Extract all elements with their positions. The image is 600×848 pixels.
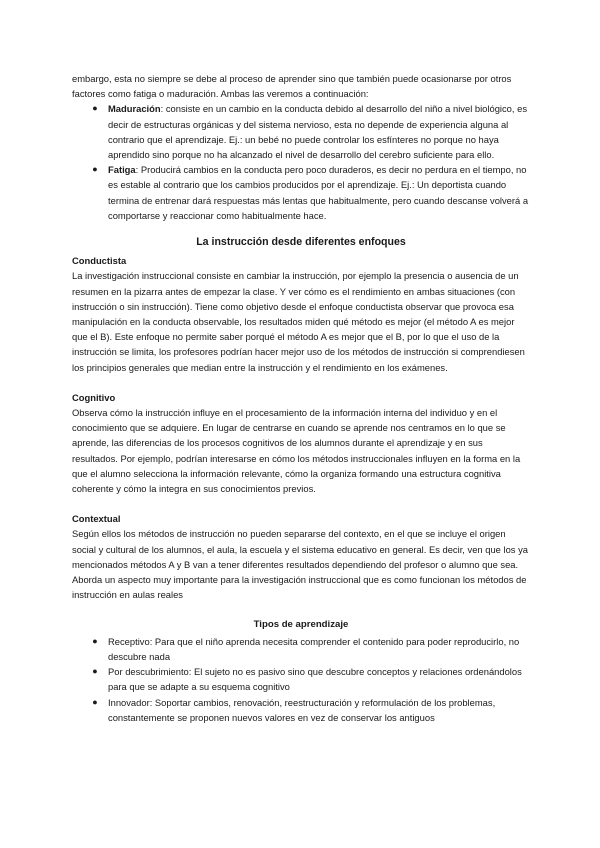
approach-paragraph: La investigación instruccional consiste en cambiar la instrucción, por ejemplo la presencia o ausencia de un resumen en la pizarra antes de empezar la clase. Y ver cómo es el rendimiento en ambas situaciones (con instrucción o sin instrucción). Tiene como objetivo desde el enfoque conductista observar que provoca esa manipulación en la conducta observable, los resultados miden qué método es mejor (el método A es mejor que el B). Este enfoque no permite saber porqué el método A es mejor que el B, por lo que el uso de la instrucción se limita, los profesores podrían hacer mejor uso de los métodos de instrucción si comprendiesen los principios generales que median entre la instrucción y el rendimiento en los exámenes.: [72, 270, 525, 373]
bullet-icon: ●: [92, 164, 98, 175]
approach-heading: Contextual: [72, 513, 121, 525]
factors-list: [72, 101, 530, 223]
bullet-icon: ●: [92, 635, 98, 646]
list-item-term: Fatiga: [108, 164, 136, 176]
bullet-icon: ●: [92, 103, 98, 114]
intro-paragraph: embargo, esta no siempre se debe al proceso de aprender sino que también puede ocasionarse por otros factores como fatiga o maduración. Ambas las veremos a continuación:: [72, 73, 512, 100]
types-title: Tipos de aprendizaje: [253, 618, 349, 630]
paragraph-gap: [72, 496, 530, 511]
page-content: [72, 71, 530, 725]
list-item-term: Maduración: [108, 103, 161, 115]
list-item: [92, 664, 530, 694]
approach-heading: Cognitivo: [72, 391, 116, 403]
approach-heading: Conductista: [72, 255, 127, 267]
approach-paragraph: Según ellos los métodos de instrucción no pueden separarse del contexto, en el que se incluye el origen social y cultural de los alumnos, el aula, la escuela y el sistema educativo en general. Es decir, ven que los ya mencionados métodos A y B van a tener diferentes resultados dependiendo del profesor o alumno que sea. Aborda un aspecto muy importante para la investigación instruccional que es como funcionan los métodos de instrucción en aulas reales: [72, 528, 528, 601]
section-title: La instrucción desde diferentes enfoques: [196, 236, 406, 249]
bullet-icon: ●: [92, 696, 98, 707]
list-item-text: : consiste en un cambio en la conducta debido al desarrollo del niño a nivel biológico, es decir de estructuras orgánicas y del sistema nervioso, esta no depende de experiencia alguna al contrario que el aprendizaje. Ej.: un bebé no puede controlar los esfínteres no porque no haya aprendido sino porque no ha alcanzado el nivel de desarrollo del cerebro suficiente para ello.: [108, 103, 528, 161]
list-item: [92, 634, 530, 664]
list-item: [92, 695, 530, 725]
types-list: [72, 634, 530, 725]
list-item: [92, 101, 530, 162]
paragraph-gap: [72, 375, 530, 390]
list-item-text: Receptivo: Para que el niño aprenda necesita comprender el contenido para poder reproducirlo, no descubre nada: [108, 635, 520, 662]
list-item: [92, 162, 530, 223]
list-item-text: Innovador: Soportar cambios, renovación, reestructuración y reformulación de los problemas, constantemente se proponen nuevos valores en vez de conservar los antiguos: [108, 696, 496, 723]
bullet-icon: ●: [92, 666, 98, 677]
approach-paragraph: Observa cómo la instrucción influye en el procesamiento de la información interna del individuo y en el conocimiento que se adquiere. En lugar de centrarse en cuando se aprende nos centramos en lo que se aprende, las diferencias de los procesos cognitivos de los alumnos durante el aprendizaje y en sus resultados. Por ejemplo, podrían interesarse en cómo los métodos instruccionales influyen en la forma en la que el alumno selecciona la información relevante, cómo la organiza formando una estructura cognitiva coherente y cómo la integra en sus conocimientos previos.: [72, 407, 521, 495]
list-item-text: : Producirá cambios en la conducta pero poco duraderos, es decir no perdura en el tiempo, no es estable al contrario que los cambios producidos por el aprendizaje. Ej.: Un deportista cuando termina de entrenar dará respuestas más lentas que habitualmente, pero cuando descanse volverá a comportarse y reaccionar como habitualmente hace.: [108, 164, 529, 221]
list-item-text: Por descubrimiento: El sujeto no es pasivo sino que descubre conceptos y relaciones ordenándolos para que se adapte a su esquema cognitivo: [108, 666, 522, 693]
